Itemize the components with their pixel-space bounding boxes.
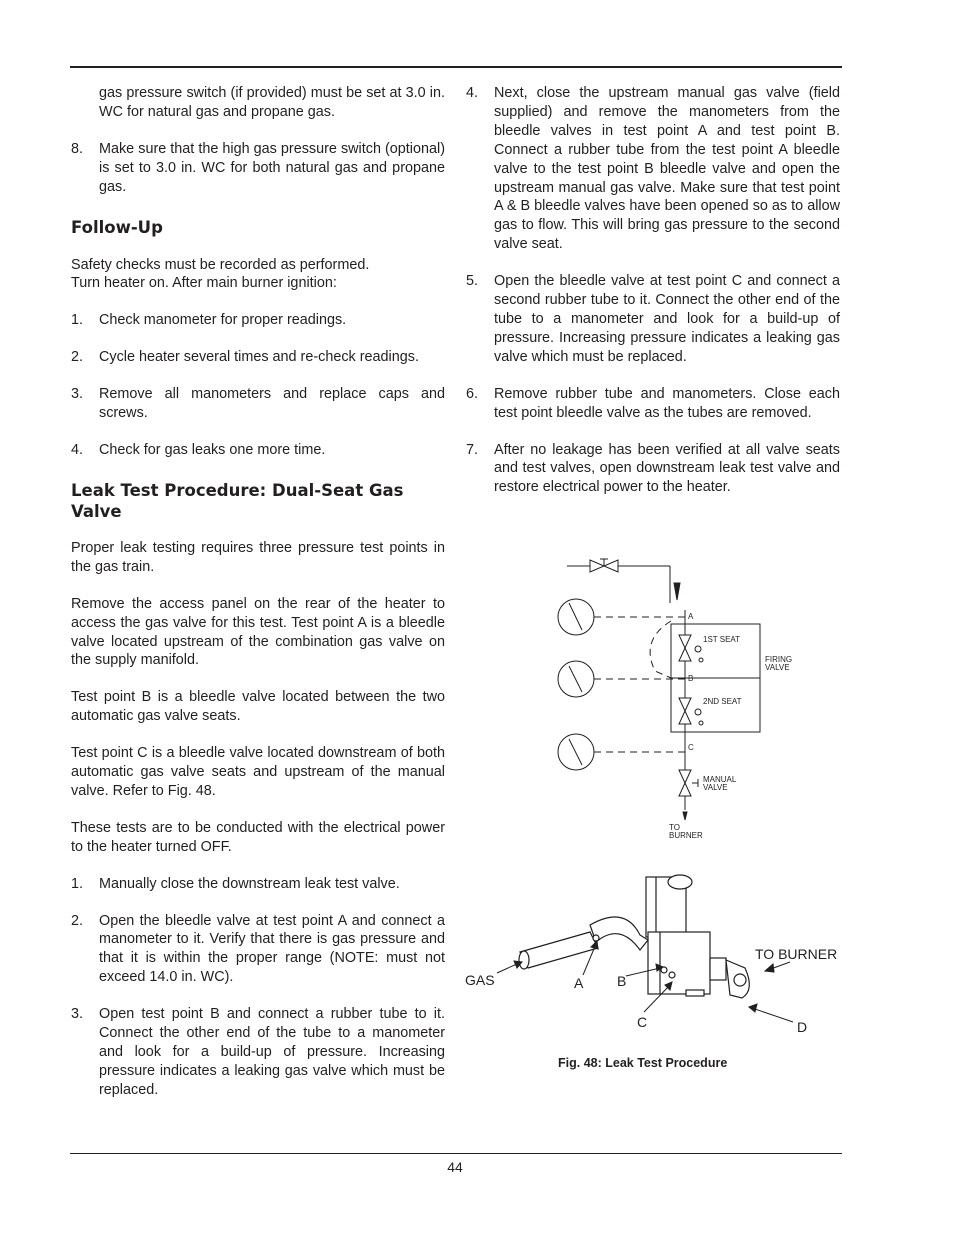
right-column — [466, 84, 840, 497]
to-burner-label: TO BURNER — [755, 946, 838, 962]
list-number: 8. — [71, 140, 84, 157]
list-text: Check manometer for proper readings. — [99, 312, 347, 329]
figure-caption: Fig. 48: Leak Test Procedure — [558, 1056, 728, 1070]
list-item — [466, 385, 840, 423]
list-text: Remove all manometers and replace caps and screws. — [99, 386, 445, 422]
point-b-label: B — [688, 674, 694, 683]
list-number: 4. — [466, 85, 479, 101]
section-heading-leak-test: Leak Test Procedure: Dual-Seat Gas Valve — [71, 480, 404, 521]
list-item — [71, 1005, 445, 1100]
list-item — [466, 441, 840, 498]
photo-point-a-label: A — [574, 975, 584, 991]
manual-valve-label-1: MANUAL — [703, 775, 737, 784]
left-column — [71, 84, 445, 1100]
firing-valve-label-1: FIRING — [765, 655, 793, 664]
list-item — [466, 272, 840, 367]
seat1-label: 1ST SEAT — [703, 635, 741, 644]
list-number: 1. — [71, 875, 84, 892]
footer-rule — [70, 1153, 842, 1154]
section-heading-follow-up: Follow-Up — [71, 217, 163, 237]
photo-point-b-label: B — [617, 973, 627, 989]
paragraph: Proper leak testing requires three pressure test points in the gas train. — [71, 539, 445, 575]
paragraph: Remove the access panel on the rear of the heater to access the gas valve for this test. Test point A is a bleedle valve located upstream of the combination gas valve on the supply manifold. — [71, 595, 445, 669]
list-item — [71, 875, 445, 894]
list-text: Open the bleedle valve at test point A and connect a manometer to it. Verify that there is gas pressure and that it is within the proper range (NOTE: must not exceed 14.0 in. WC). — [99, 912, 445, 986]
list-text: Check for gas leaks one more time. — [99, 441, 326, 458]
list-number: 3. — [71, 386, 84, 403]
list-number: 5. — [466, 273, 479, 290]
photo-point-d-label: D — [797, 1019, 808, 1035]
list-number: 4. — [71, 441, 84, 458]
list-text: Next, close the upstream manual gas valve (field supplied) and remove the manometers from the bleedle valves in test point A and test point B. Connect a rubber tube from the test point A bleedle valve to the test point B bleedle valve and open the upstream manual gas valve. Make sure that test point A & B bleedle valves have been opened so as to allow gas to flow. This will bring gas pressure to the second valve seat. — [494, 85, 840, 253]
list-item-8 — [71, 140, 445, 197]
list-number: 2. — [71, 912, 84, 929]
list-text: Make sure that the high gas pressure switch (optional) is set to 3.0 in. WC for both natural gas and propane gas. — [99, 140, 445, 195]
point-c-label: C — [688, 743, 694, 752]
list-number: 7. — [466, 441, 479, 458]
list-item — [466, 84, 840, 254]
list-text: Open test point B and connect a rubber tube to it. Connect the other end of the tube to a manometer and look for a build-up of pressure. Increasing pressure indicates a leaking gas valve which must be replaced. — [99, 1006, 445, 1098]
list-text: Remove rubber tube and manometers. Close each test point bleedle valve as the tubes are removed. — [494, 385, 840, 421]
manual-valve-label-2: VALVE — [703, 783, 728, 792]
list-text: After no leakage has been verified at all valve seats and test valves, open downstream leak test valve and restore electrical power to the heater. — [494, 441, 840, 496]
list-text: Open the bleedle valve at test point C and connect a second rubber tube to it. Connect the other end of the tube to a manometer and look for a build-up of pressure. Increasing pressure indicates a leaking gas valve which must be replaced. — [494, 273, 840, 365]
list-item — [71, 912, 445, 988]
point-a-label: A — [688, 612, 694, 621]
list-item-7-continuation: gas pressure switch (if provided) must be set at 3.0 in. WC for natural gas and propane gas. — [99, 85, 445, 120]
paragraph: Safety checks must be recorded as performed. — [71, 256, 370, 273]
list-text: Manually close the downstream leak test valve. — [99, 875, 400, 892]
list-number: 3. — [71, 1006, 84, 1023]
gas-label: GAS — [465, 972, 495, 988]
seat2-label: 2ND SEAT — [703, 697, 742, 706]
to-burner-label-2: BURNER — [669, 831, 703, 840]
paragraph: Turn heater on. After main burner ignition: — [71, 275, 337, 292]
list-number: 6. — [466, 385, 479, 402]
paragraph: Test point B is a bleedle valve located between the two automatic gas valve seats. — [71, 689, 445, 725]
list-item — [71, 348, 445, 367]
list-text: Cycle heater several times and re-check readings. — [99, 349, 419, 366]
firing-valve-label-2: VALVE — [765, 663, 790, 672]
page-number: 44 — [447, 1159, 463, 1175]
list-item — [71, 311, 445, 330]
header-rule — [70, 66, 842, 68]
photo-point-c-label: C — [637, 1014, 648, 1030]
paragraph: These tests are to be conducted with the electrical power to the heater turned OFF. — [71, 819, 445, 855]
list-number: 1. — [71, 312, 84, 329]
list-item — [71, 441, 445, 460]
list-number: 2. — [71, 349, 84, 366]
list-item — [71, 385, 445, 423]
leak-test-schematic — [455, 545, 875, 865]
paragraph: Test point C is a bleedle valve located downstream of both automatic gas valve seats and upstream of the manual valve. Refer to Fig. 48. — [71, 745, 445, 799]
to-burner-label-1: TO — [669, 823, 680, 832]
